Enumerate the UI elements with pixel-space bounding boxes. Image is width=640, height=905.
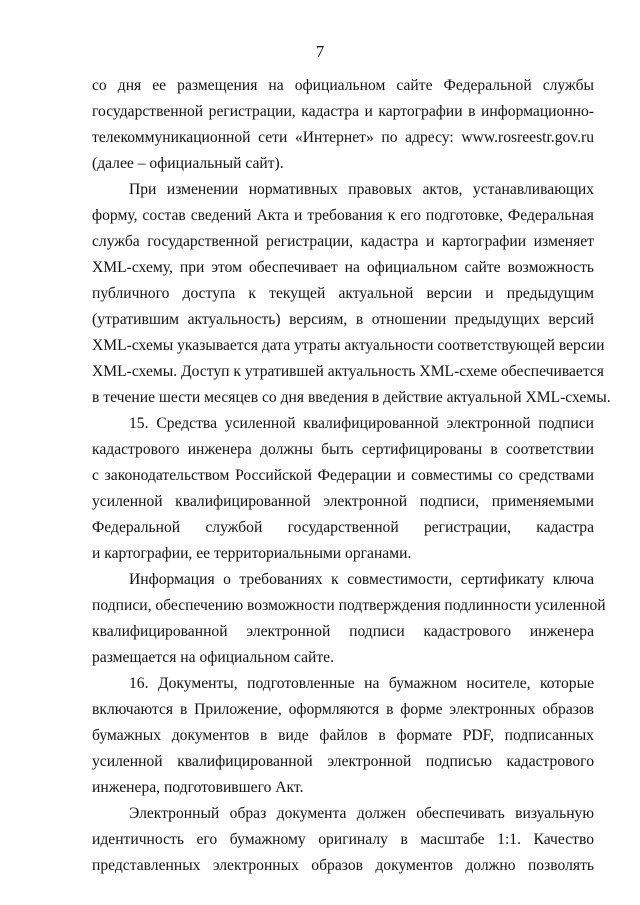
text-line: форму, состав сведений Акта и требования к его подготовке, Федеральная — [92, 207, 594, 224]
text-line: При изменении нормативных правовых актов, устанавливающих — [129, 181, 594, 198]
text-line: XML-схему, при этом обеспечивает на официальном сайте возможность — [92, 259, 594, 276]
text-line: в течение шести месяцев со дня введения в действие актуальной XML-схемы. — [92, 389, 611, 406]
text-line: публичного доступа к текущей актуальной версии и предыдущим — [92, 285, 594, 302]
text-line: телекоммуникационной сети «Интернет» по адресу: www.rosreestr.gov.ru — [92, 129, 594, 146]
text-line: (далее – официальный сайт). — [92, 155, 284, 172]
text-line: идентичность его бумажному оригиналу в масштабе 1:1. Качество — [92, 831, 594, 848]
text-line: служба государственной регистрации, кадастра и картографии изменяет — [92, 233, 594, 250]
text-line: усиленной квалифицированной электронной подписи, применяемыми — [92, 493, 594, 510]
text-line: XML-схемы. Доступ к утратившей актуальность XML-схеме обеспечивается — [92, 363, 604, 380]
text-line: квалифицированной электронной подписи кадастрового инженера — [92, 623, 594, 640]
text-line: 16. Документы, подготовленные на бумажном носителе, которые — [129, 675, 594, 692]
text-line: 15. Средства усиленной квалифицированной электронной подписи — [129, 415, 594, 432]
text-line: включаются в Приложение, оформляются в форме электронных образов — [92, 701, 594, 718]
text-line: Электронный образ документа должен обеспечивать визуальную — [129, 805, 594, 822]
text-line: Информация о требованиях к совместимости, сертификату ключа — [129, 571, 594, 588]
text-line: размещается на официальном сайте. — [92, 649, 334, 666]
text-line: бумажных документов в виде файлов в формате PDF, подписанных — [92, 727, 594, 744]
text-line: с законодательством Российской Федерации и совместимы со средствами — [92, 467, 594, 484]
text-line: представленных электронных образов документов должно позволять — [92, 857, 594, 874]
text-line: со дня ее размещения на официальном сайте Федеральной службы — [92, 77, 594, 94]
text-line: Федеральной службой государственной регистрации, кадастра — [92, 519, 594, 536]
text-line: и картографии, ее территориальными органами. — [92, 545, 412, 562]
text-line: XML-схемы указывается дата утраты актуальности соответствующей версии — [92, 337, 605, 354]
text-line: государственной регистрации, кадастра и картографии в информационно- — [92, 103, 594, 120]
text-line: (утратившим актуальность) версиям, в отношении предыдущих версий — [92, 311, 594, 328]
text-line: подписи, обеспечению возможности подтверждения подлинности усиленной — [92, 597, 606, 614]
text-line: кадастрового инженера должны быть сертифицированы в соответствии — [92, 441, 594, 458]
text-line: усиленной квалифицированной электронной подписью кадастрового — [92, 753, 594, 770]
page-number: 7 — [315, 42, 325, 61]
text-line: инженера, подготовившего Акт. — [92, 779, 304, 796]
